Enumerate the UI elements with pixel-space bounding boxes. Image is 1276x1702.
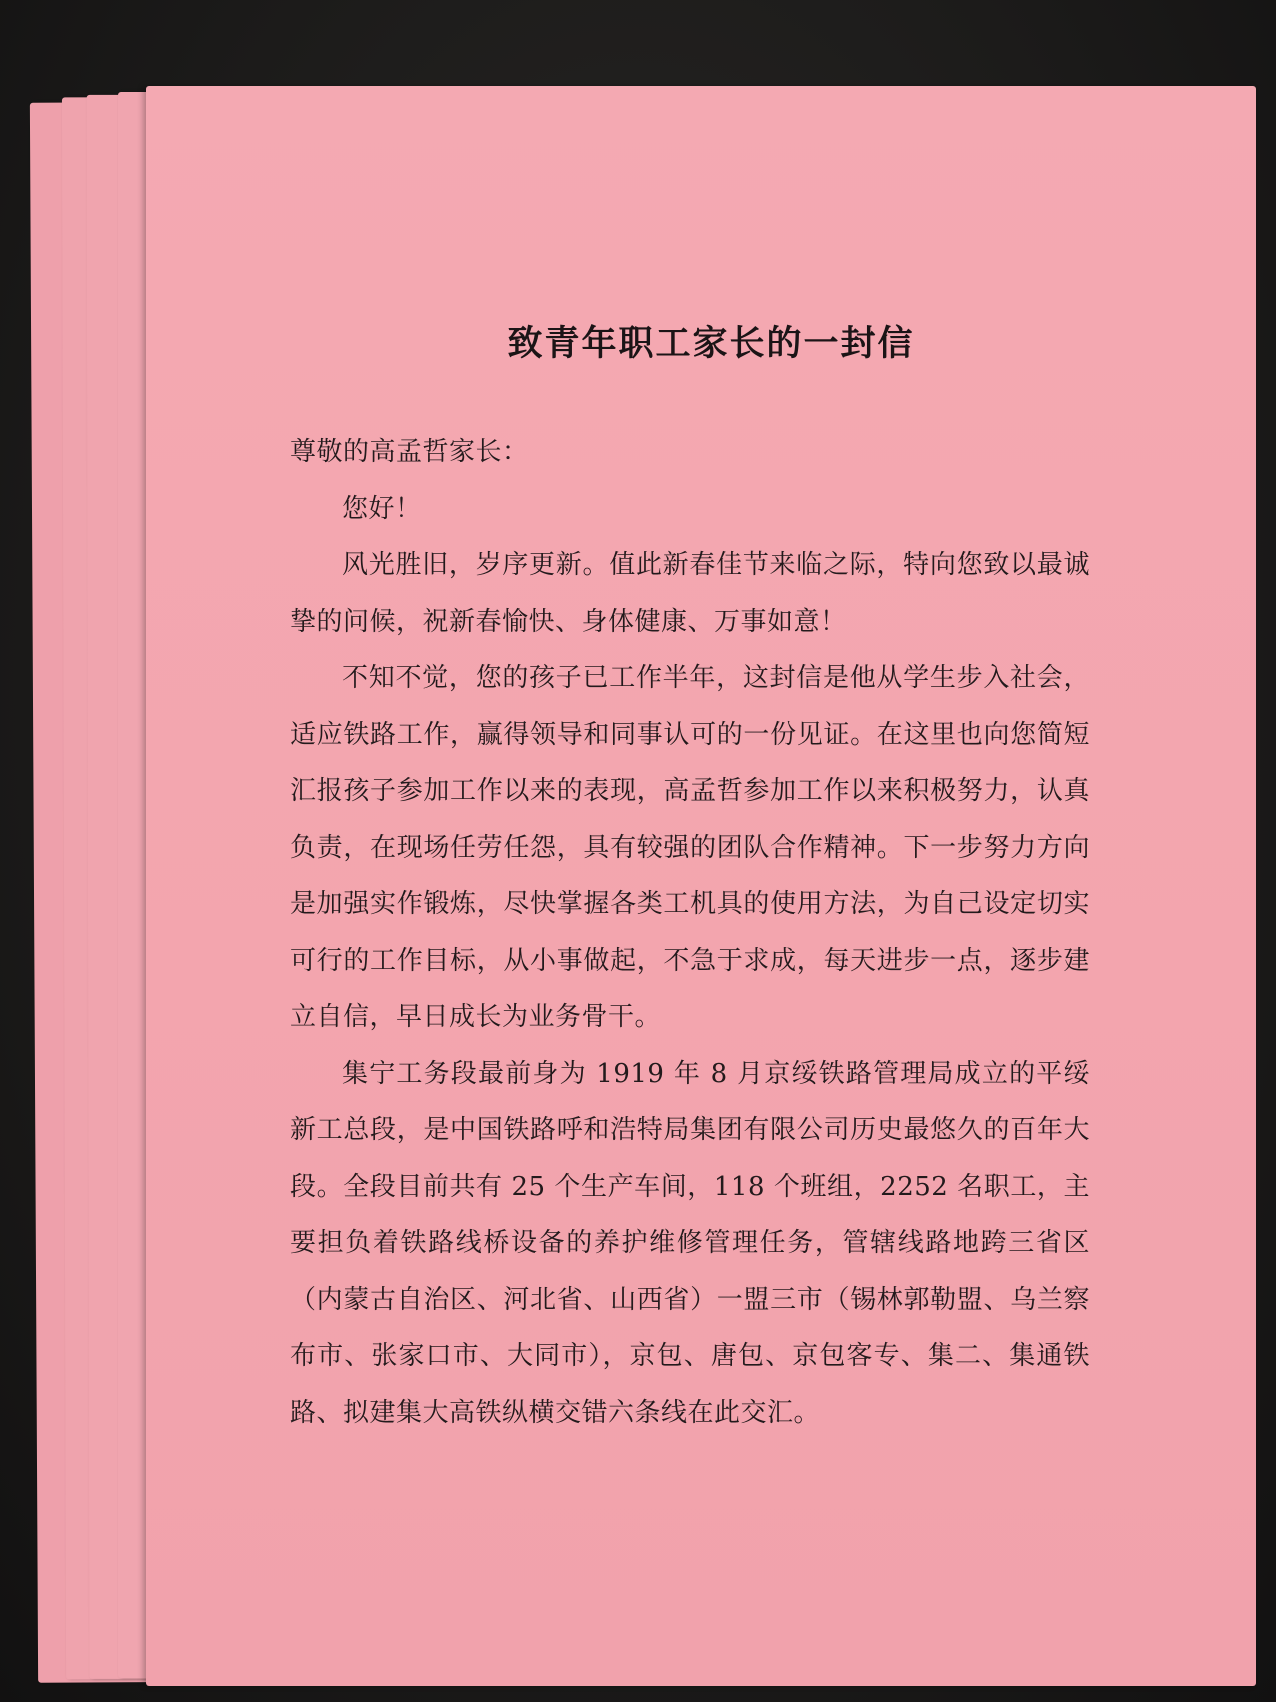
letter-body xyxy=(290,424,1090,1441)
letter-paragraph: 不知不觉，您的孩子已工作半年，这封信是他从学生步入社会，适应铁路工作，赢得领导和同事认可的一份见证。在这里也向您简短汇报孩子参加工作以来的表现，高孟哲参加工作以来积极努力，认真负责，在现场任劳任怨，具有较强的团队合作精神。下一步努力方向是加强实作锻炼，尽快掌握各类工机具的使用方法，为自己设定切实可行的工作目标，从小事做起，不急于求成，每天进步一点，逐步建立自信，早日成长为业务骨干。 xyxy=(290,663,1090,1032)
letter-paragraph: 风光胜旧，岁序更新。值此新春佳节来临之际，特向您致以最诚挚的问候，祝新春愉快、身体健康、万事如意！ xyxy=(290,550,1090,637)
letter-paragraph: 集宁工务段最前身为 1919 年 8 月京绥铁路管理局成立的平绥新工总段，是中国铁路呼和浩特局集团有限公司历史最悠久的百年大段。全段目前共有 25 个生产车间，118 个班组，2252 名职工，主要担负着铁路线桥设备的养护维修管理任务，管辖线路地跨三省区（内蒙古自治区、河北省、山西省）一盟三市（锡林郭勒盟、乌兰察布市、张家口市、大同市），京包、唐包、京包客专、集二、集通铁路、拟建集大高铁纵横交错六条线在此交汇。 xyxy=(290,1058,1090,1428)
letter-salutation: 尊敬的高孟哲家长： xyxy=(290,437,529,467)
letter-greeting: 您好！ xyxy=(342,493,422,524)
letter-title: 致青年职工家长的一封信 xyxy=(507,323,915,364)
